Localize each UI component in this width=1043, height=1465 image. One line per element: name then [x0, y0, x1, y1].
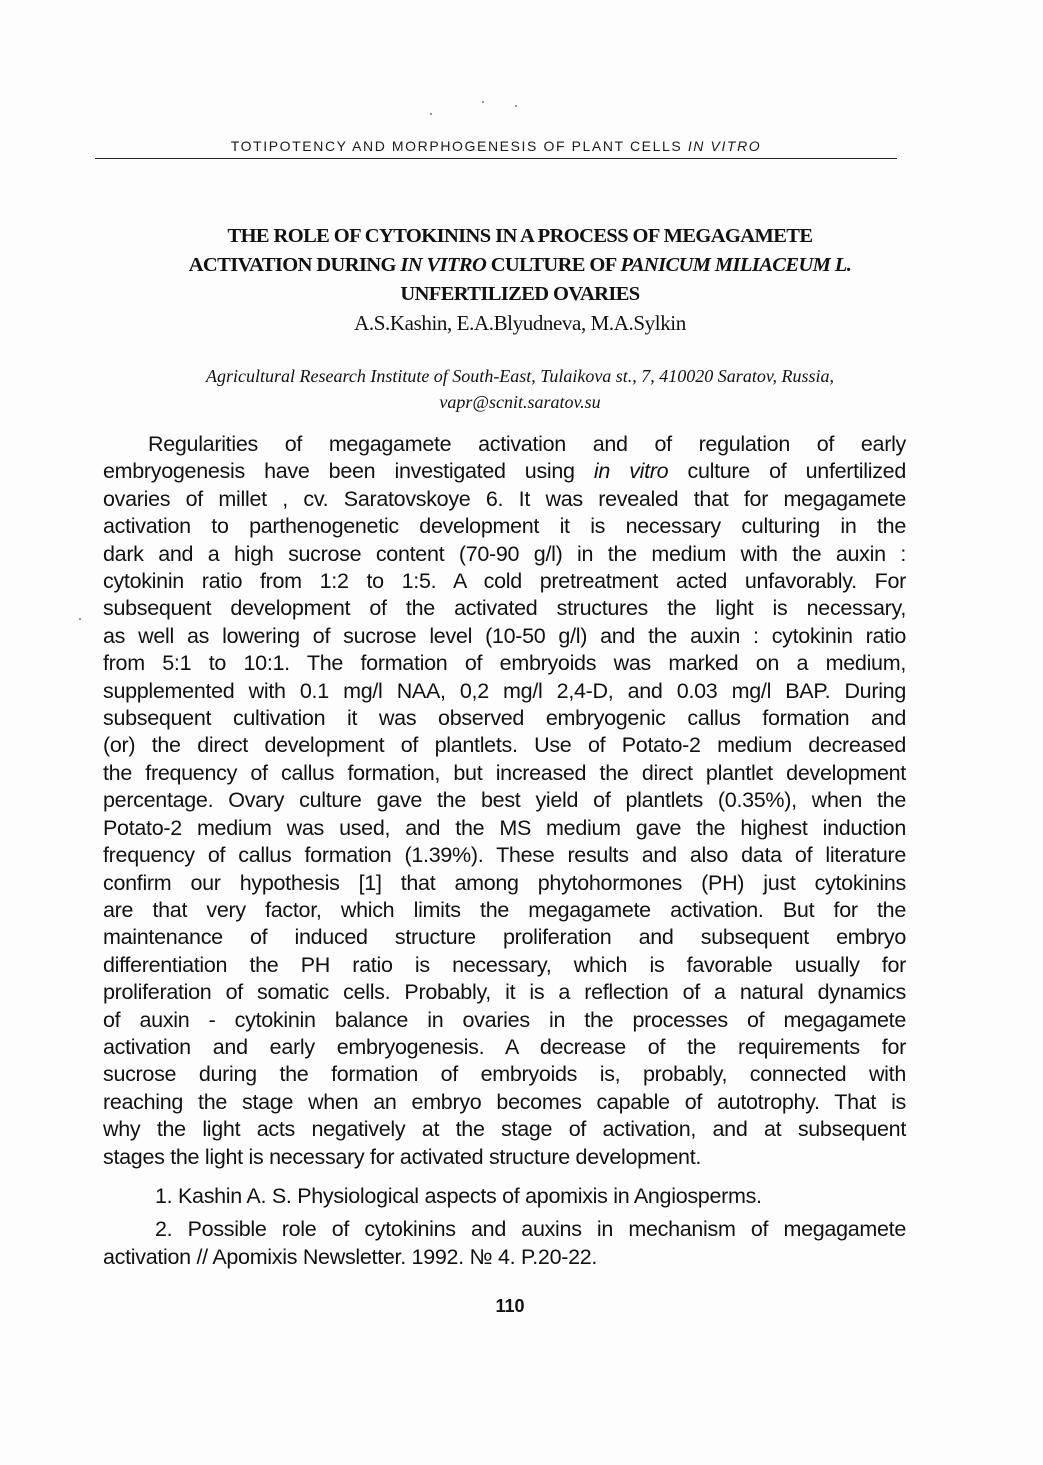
abstract-body	[103, 431, 906, 1171]
body-line: reaching the stage when an embryo becomes capable of autotrophy. That is	[103, 1089, 906, 1114]
body-line: Regularities of megagamete activation and of regulation of early	[148, 432, 906, 456]
body-line: why the light acts negatively at the stage of activation, and at subsequent	[103, 1117, 906, 1142]
body-line: of auxin - cytokinin balance in ovaries in the processes of megagamete	[103, 1007, 906, 1032]
body-line: dark and a high sucrose content (70-90 g/l) in the medium with the auxin :	[103, 541, 906, 566]
scan-speck	[430, 113, 432, 115]
title-line-2-italic-b: PANICUM MILIACEUM L.	[620, 254, 852, 276]
reference-item	[103, 1183, 906, 1210]
reference-item	[103, 1216, 906, 1271]
affiliation-email: vapr@scnit.saratov.su	[439, 392, 601, 412]
body-line: cytokinin ratio from 1:2 to 1:5. A cold pretreatment acted unfavorably. For	[103, 569, 906, 594]
body-line-segment: culture of unfertilized	[668, 459, 906, 484]
body-line: are that very factor, which limits the megagamete activation. But for the	[103, 897, 906, 922]
body-line	[103, 458, 906, 485]
title-line-2	[90, 251, 950, 280]
page-number: 110	[495, 1296, 525, 1316]
scan-speck	[515, 105, 517, 107]
header-rule	[95, 158, 897, 159]
body-line: supplemented with 0.1 mg/l NAA, 0,2 mg/l 2,4-D, and 0.03 mg/l BAP. During	[103, 678, 906, 703]
authors: A.S.Kashin, E.A.Blyudneva, M.A.Sylkin	[354, 311, 686, 335]
scan-speck	[482, 101, 484, 103]
body-line: frequency of callus formation (1.39%). These results and also data of literature	[103, 843, 906, 868]
affiliation	[90, 363, 950, 415]
affiliation-line-1: Agricultural Research Institute of South-East, Tulaikova st., 7, 410020 Saratov, Russia,	[206, 366, 834, 386]
article-title	[90, 222, 950, 309]
body-line: percentage. Ovary culture gave the best yield of plantlets (0.35%), when the	[103, 788, 906, 813]
body-line: differentiation the PH ratio is necessary, which is favorable usually for	[103, 952, 906, 977]
title-line-2-part-b: CULTURE OF	[486, 254, 621, 276]
title-line-3: UNFERTILIZED OVARIES	[400, 283, 640, 305]
title-line-2-italic-a: IN VITRO	[400, 254, 487, 276]
body-line: stages the light is necessary for activated structure development.	[103, 1144, 702, 1169]
running-header	[95, 138, 897, 154]
body-line: activation to parthenogenetic development it is necessary culturing in the	[103, 514, 906, 539]
body-line: proliferation of somatic cells. Probably, it is a reflection of a natural dynamics	[103, 980, 906, 1005]
body-line: activation and early embryogenesis. A decrease of the requirements for	[103, 1034, 906, 1059]
body-line-italic: in vitro	[593, 459, 669, 484]
reference-line: 2. Possible role of cytokinins and auxins in mechanism of megagamete	[155, 1217, 906, 1242]
running-header-italic: IN VITRO	[687, 138, 762, 154]
body-line: as well as lowering of sucrose level (10-50 g/l) and the auxin : cytokinin ratio	[103, 623, 906, 648]
reference-list	[103, 1183, 906, 1277]
body-line: sucrose during the formation of embryoids is, probably, connected with	[103, 1062, 906, 1087]
body-line: ovaries of millet , cv. Saratovskoye 6. It was revealed that for megagamete	[103, 486, 906, 511]
body-line: subsequent cultivation it was observed embryogenic callus formation and	[103, 706, 906, 731]
body-line: Potato-2 medium was used, and the MS medium gave the highest induction	[103, 815, 906, 840]
running-header-main: TOTIPOTENCY AND MORPHOGENESIS OF PLANT CELLS	[230, 138, 683, 154]
scan-speck	[79, 618, 81, 620]
body-line: subsequent development of the activated structures the light is necessary,	[103, 596, 906, 621]
body-line: (or) the direct development of plantlets. Use of Potato-2 medium decreased	[103, 733, 906, 758]
title-line-2-part-a: ACTIVATION DURING	[188, 254, 401, 276]
body-line: maintenance of induced structure proliferation and subsequent embryo	[103, 925, 906, 950]
reference-line: activation // Apomixis Newsletter. 1992. № 4. P.20-22.	[103, 1244, 598, 1269]
title-line-1: THE ROLE OF CYTOKININS IN A PROCESS OF MEGAGAMETE	[227, 225, 813, 247]
body-line: the frequency of callus formation, but increased the direct plantlet development	[103, 760, 906, 785]
body-line: from 5:1 to 10:1. The formation of embryoids was marked on a medium,	[103, 651, 906, 676]
body-line: confirm our hypothesis [1] that among phytohormones (PH) just cytokinins	[103, 870, 906, 895]
reference-line: 1. Kashin A. S. Physiological aspects of apomixis in Angiosperms.	[155, 1184, 762, 1208]
body-line-segment: embryogenesis have been investigated using	[103, 459, 594, 484]
